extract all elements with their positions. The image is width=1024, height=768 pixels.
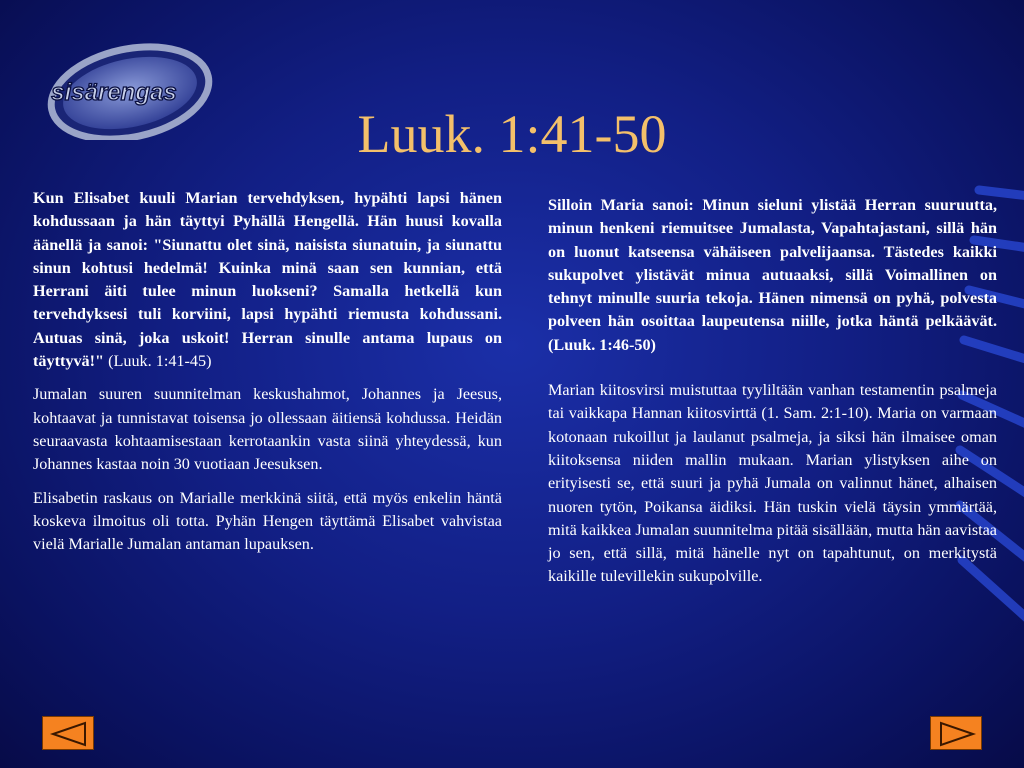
- commentary-paragraph: Elisabetin raskaus on Marialle merkkinä siitä, että myös enkelin häntä koskeva ilmoitus oli totta. Pyhän Hengen täyttämä Elisabet vahvistaa vielä Marialle Jumalan antaman lupauksen.: [33, 488, 502, 554]
- next-slide-button[interactable]: [930, 716, 982, 750]
- right-triangle-icon: [937, 721, 977, 747]
- left-column: [33, 187, 502, 566]
- bible-quote-elisabet: [33, 187, 502, 373]
- page-title: Luuk. 1:41-50: [357, 104, 667, 164]
- bible-quote-maria: Silloin Maria sanoi: Minun sieluni ylistää Herran suuruutta, minun henkeni riemuitsee Jumalasta, Vapahtajastani, sillä hän on luonut katseensa vähäiseen palvelijaansa. Tästedes kaikki sukupolvet ylistävät minua autuaaksi, sillä Voimallinen on tehnyt minulle suuria tekoja. Hänen nimensä on pyhä, polvesta polveen hän osoittaa laupeutensa niille, jotka häntä pelkäävät. (Luuk. 1:46-50): [548, 196, 997, 354]
- right-column: [548, 194, 997, 599]
- commentary-paragraph: Jumalan suuren suunnitelman keskushahmot, Johannes ja Jeesus, kohtaavat ja tunnistavat toisensa jo ollessaan äitiensä kohdussa. Heidän seuraavasta kohtaamisestaan kerrotaankin vasta siinä yhteydessä, kun Johannes kastaa noin 30 vuotiaan Jeesuksen.: [33, 385, 502, 474]
- previous-slide-button[interactable]: [42, 716, 94, 750]
- logo-text: sisärengas: [51, 79, 177, 106]
- commentary-paragraph: Marian kiitosvirsi muistuttaa tyyliltään vanhan testamentin psalmeja tai vaikkapa Hannan kiitosvirttä (1. Sam. 2:1-10). Maria on varmaan kotonaan rukoillut ja laulanut psalmeja, ja siksi hän ilmaisee oman kiitoksensa niiden mallin mukaan. Marian ylistyksen aihe on erityisesti se, että suuri ja pyhä Jumala on valinnut hänet, alhaisen nuoren tytön, Poikansa äidiksi. Hän tuskin vielä täysin ymmärtää, mitä kaikkea Jumalan suunnitelma pitää sisällään, mutta hän aavistaa jo sen, että sillä, mitä hänelle nyt on tapahtunut, on merkitystä kaikille tulevillekin sukupolville.: [548, 381, 997, 586]
- left-triangle-icon: [49, 721, 89, 747]
- quote-reference: (Luuk. 1:41-45): [108, 352, 212, 371]
- quote-text: Kun Elisabet kuuli Marian tervehdyksen, hypähti lapsi hänen kohdussaan ja hän täyttyi Pyhällä Hengellä. Hän huusi kovalla äänellä ja sanoi: "Siunattu olet sinä, naisista siunatuin, ja siunattu sinun kohtusi hedelmä! Kuinka minä saan sen kunnian, että Herrani äiti tulee minun luokseni? Samalla hetkellä kun tervehdyksesi tuli korviini, lapsi hypähti riemusta kohdussani. Autuas sinä, joka uskoit! Herran sinulle antama lupaus on täyttyvä!": [33, 189, 502, 371]
